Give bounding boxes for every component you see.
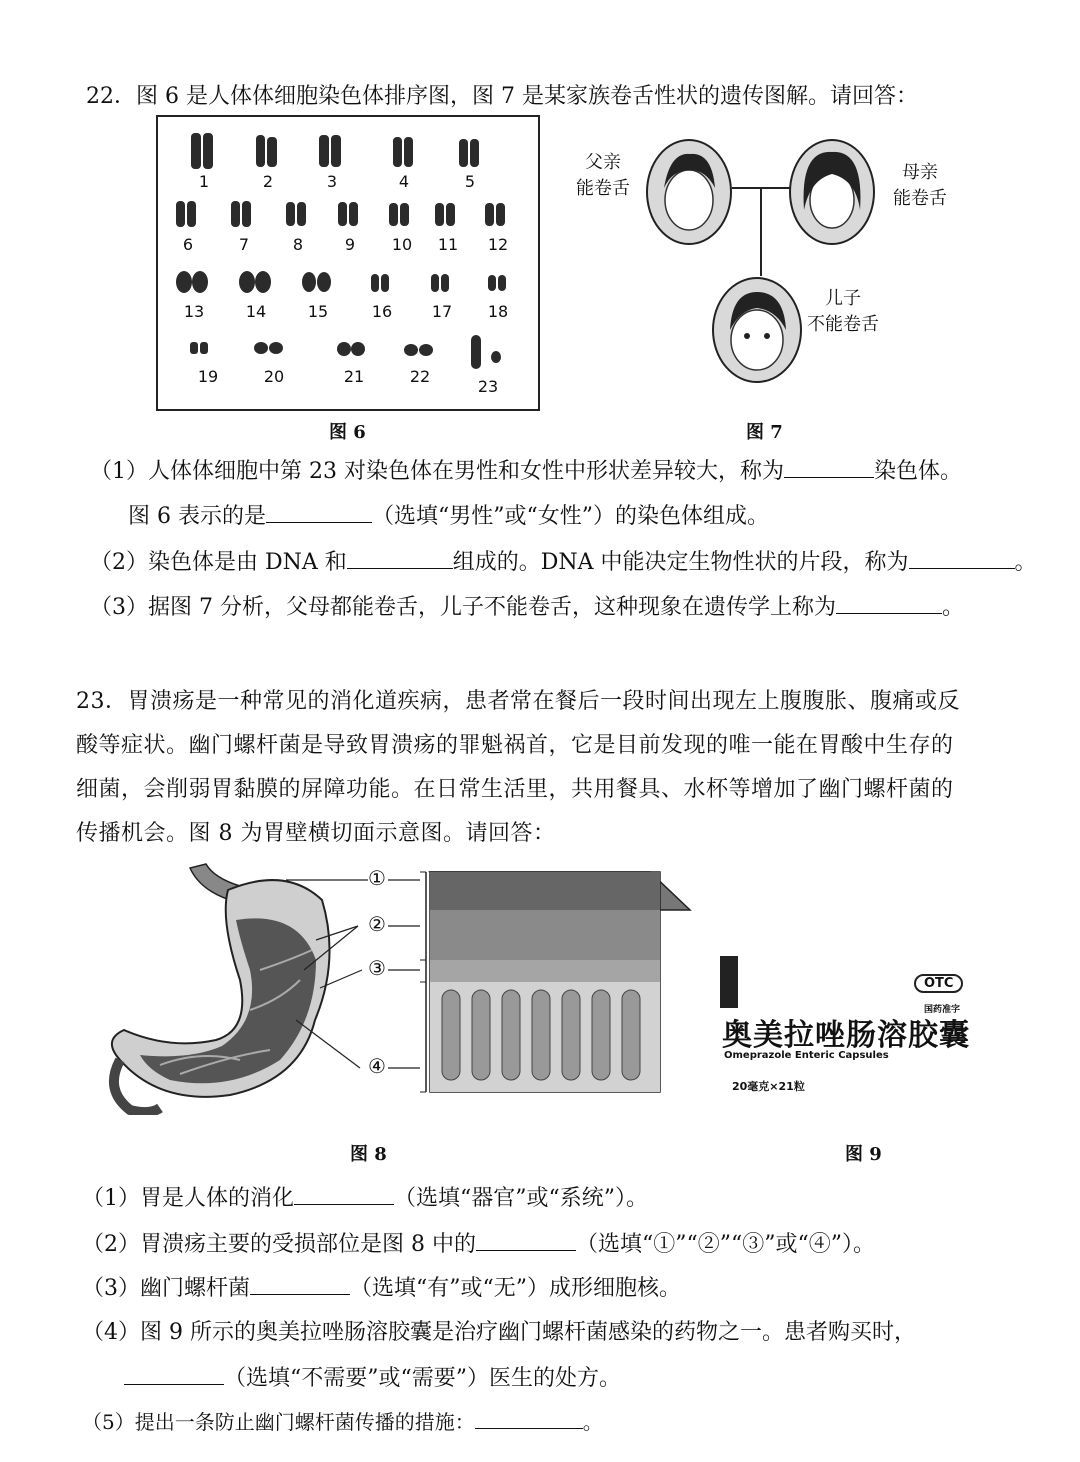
chromosome-label: 20 bbox=[263, 367, 285, 386]
chromosome-label: 10 bbox=[391, 235, 413, 254]
q23-sub2-text-a: （2）胃溃疡主要的受损部位是图 8 中的 bbox=[82, 1232, 476, 1257]
q22-sub1-line1 bbox=[90, 455, 962, 487]
drug-name-cn: 奥美拉唑肠溶胶囊 bbox=[722, 1018, 970, 1053]
q22-sub2-text-b: 组成的。DNA 中能决定生物性状的片段，称为 bbox=[452, 550, 909, 575]
drug-dose: 20毫克×21粒 bbox=[732, 1080, 805, 1093]
q23-answer-blank-2[interactable] bbox=[476, 1228, 576, 1251]
q23-sub1-text-b: （选填“器官”或“系统”）。 bbox=[394, 1186, 648, 1211]
chromosome-label: 16 bbox=[371, 302, 393, 321]
marker-2: ② bbox=[368, 912, 386, 936]
q23-stem-line: 传播机会。图 8 为胃壁横切面示意图。请回答： bbox=[76, 821, 556, 846]
pedigree-figure bbox=[560, 130, 1000, 400]
q22-sub1-text-d: （选填“男性”或“女性”）的染色体组成。 bbox=[371, 504, 769, 529]
chromosome-label: 1 bbox=[198, 172, 210, 191]
fig7-caption: 图 7 bbox=[746, 422, 783, 443]
karyotype-chromosomes bbox=[158, 117, 538, 409]
q22-sub2-line bbox=[90, 546, 1037, 578]
q23-stem-line: 酸等症状。幽门螺杆菌是导致胃溃疡的罪魁祸首，它是目前发现的唯一能在胃酸中生存的 bbox=[76, 733, 954, 758]
stomach-drawing bbox=[90, 860, 710, 1115]
mother-role: 母亲 bbox=[902, 162, 938, 183]
chromosome-label: 18 bbox=[487, 302, 509, 321]
son-trait: 不能卷舌 bbox=[807, 314, 879, 335]
q23-sub3-text-b: （选填“有”或“无”）成形细胞核。 bbox=[350, 1276, 681, 1301]
q22-title: 22．图 6 是人体体细胞染色体排序图，图 7 是某家族卷舌性状的遗传图解。请回答： bbox=[86, 84, 918, 109]
chromosome-label: 9 bbox=[344, 235, 356, 254]
q23-answer-blank-1[interactable] bbox=[294, 1182, 394, 1205]
q23-sub1-text-a: （1）胃是人体的消化 bbox=[82, 1186, 294, 1211]
chromosome-label: 14 bbox=[245, 302, 267, 321]
q23-sub1-line bbox=[82, 1182, 648, 1214]
chromosome-label: 15 bbox=[307, 302, 329, 321]
q23-stem bbox=[76, 680, 1006, 856]
chromosome-label: 6 bbox=[182, 235, 194, 254]
drug-approval-text: 国药准字 bbox=[924, 1005, 961, 1015]
q23-sub4-text-b: （选填“不需要”或“需要”）医生的处方。 bbox=[224, 1366, 621, 1391]
q23-sub5-text-a: （5）提出一条防止幽门螺杆菌传播的措施： bbox=[82, 1410, 475, 1434]
q22-sub2-text-c: 。 bbox=[1014, 550, 1037, 575]
chromosome-label: 22 bbox=[409, 367, 431, 386]
chromosome-label: 8 bbox=[292, 235, 304, 254]
drug-box-figure bbox=[718, 950, 998, 1100]
chromosome-label: 17 bbox=[431, 302, 453, 321]
otc-badge: OTC bbox=[914, 974, 963, 993]
q23-sub3-line bbox=[82, 1272, 681, 1304]
q22-sub3-line bbox=[90, 591, 964, 623]
chromosome-label: 19 bbox=[197, 367, 219, 386]
q22-sub1-text-a: （1）人体体细胞中第 23 对染色体在男性和女性中形状差异较大，称为 bbox=[90, 459, 784, 484]
q23-sub5-line bbox=[82, 1406, 603, 1437]
fig8-caption: 图 8 bbox=[350, 1144, 387, 1165]
q23-sub3-text-a: （3）幽门螺杆菌 bbox=[82, 1276, 250, 1301]
chromosome-label: 7 bbox=[238, 235, 250, 254]
q23-sub4-line2 bbox=[124, 1362, 621, 1394]
chromosome-label: 11 bbox=[437, 235, 459, 254]
marker-4: ④ bbox=[368, 1054, 386, 1078]
q23-answer-blank-5[interactable] bbox=[475, 1406, 583, 1429]
fig9-caption: 图 9 bbox=[845, 1144, 882, 1165]
chromosome-label: 13 bbox=[183, 302, 205, 321]
father-trait: 能卷舌 bbox=[576, 178, 630, 199]
q22-sub1-text-b: 染色体。 bbox=[873, 459, 962, 484]
chromosome-label: 12 bbox=[487, 235, 509, 254]
q23-answer-blank-3[interactable] bbox=[250, 1272, 350, 1295]
stomach-figure bbox=[90, 860, 710, 1115]
q22-answer-blank-5[interactable] bbox=[836, 591, 942, 614]
q22-answer-blank-3[interactable] bbox=[347, 546, 453, 569]
drug-box-bar bbox=[720, 956, 738, 1008]
q23-sub4-line1 bbox=[82, 1318, 916, 1348]
q22-sub2-text-a: （2）染色体是由 DNA 和 bbox=[90, 550, 347, 575]
q22-sub3-text-b: 。 bbox=[941, 595, 964, 620]
q23-sub2-text-b: （选填“①”“②”“③”或“④”）。 bbox=[575, 1232, 875, 1257]
chromosome-label: 21 bbox=[343, 367, 365, 386]
mother-trait: 能卷舌 bbox=[893, 188, 947, 209]
marker-1: ① bbox=[368, 866, 386, 890]
q23-answer-blank-4[interactable] bbox=[124, 1362, 224, 1385]
q22-answer-blank-4[interactable] bbox=[909, 546, 1015, 569]
q23-sub2-line bbox=[82, 1228, 875, 1260]
q22-sub1-line2 bbox=[128, 500, 769, 532]
q22-sub1-text-c: 图 6 表示的是 bbox=[128, 504, 266, 529]
q22-answer-blank-1[interactable] bbox=[784, 455, 874, 478]
marker-3: ③ bbox=[368, 956, 386, 980]
son-role: 儿子 bbox=[825, 288, 861, 309]
chromosome-label: 5 bbox=[464, 172, 476, 191]
father-role: 父亲 bbox=[585, 152, 621, 173]
q23-sub5-text-b: 。 bbox=[582, 1410, 603, 1434]
karyotype-figure bbox=[156, 115, 540, 411]
chromosome-label: 3 bbox=[326, 172, 338, 191]
chromosome-label: 2 bbox=[262, 172, 274, 191]
q23-stem-line: 细菌，会削弱胃黏膜的屏障功能。在日常生活里，共用餐具、水杯等增加了幽门螺杆菌的 bbox=[76, 777, 954, 802]
drug-name-en: Omeprazole Enteric Capsules bbox=[724, 1050, 889, 1061]
q22-answer-blank-2[interactable] bbox=[266, 500, 372, 523]
fig6-caption: 图 6 bbox=[329, 422, 366, 443]
q23-sub4-text-a: （4）图 9 所示的奥美拉唑肠溶胶囊是治疗幽门螺杆菌感染的药物之一。患者购买时， bbox=[82, 1320, 916, 1345]
chromosome-label: 23 bbox=[477, 377, 499, 396]
q23-stem-line: 23．胃溃疡是一种常见的消化道疾病，患者常在餐后一段时间出现左上腹腹胀、腹痛或反 bbox=[76, 689, 960, 714]
chromosome-label: 4 bbox=[398, 172, 410, 191]
q22-sub3-text-a: （3）据图 7 分析，父母都能卷舌，儿子不能卷舌，这种现象在遗传学上称为 bbox=[90, 595, 836, 620]
